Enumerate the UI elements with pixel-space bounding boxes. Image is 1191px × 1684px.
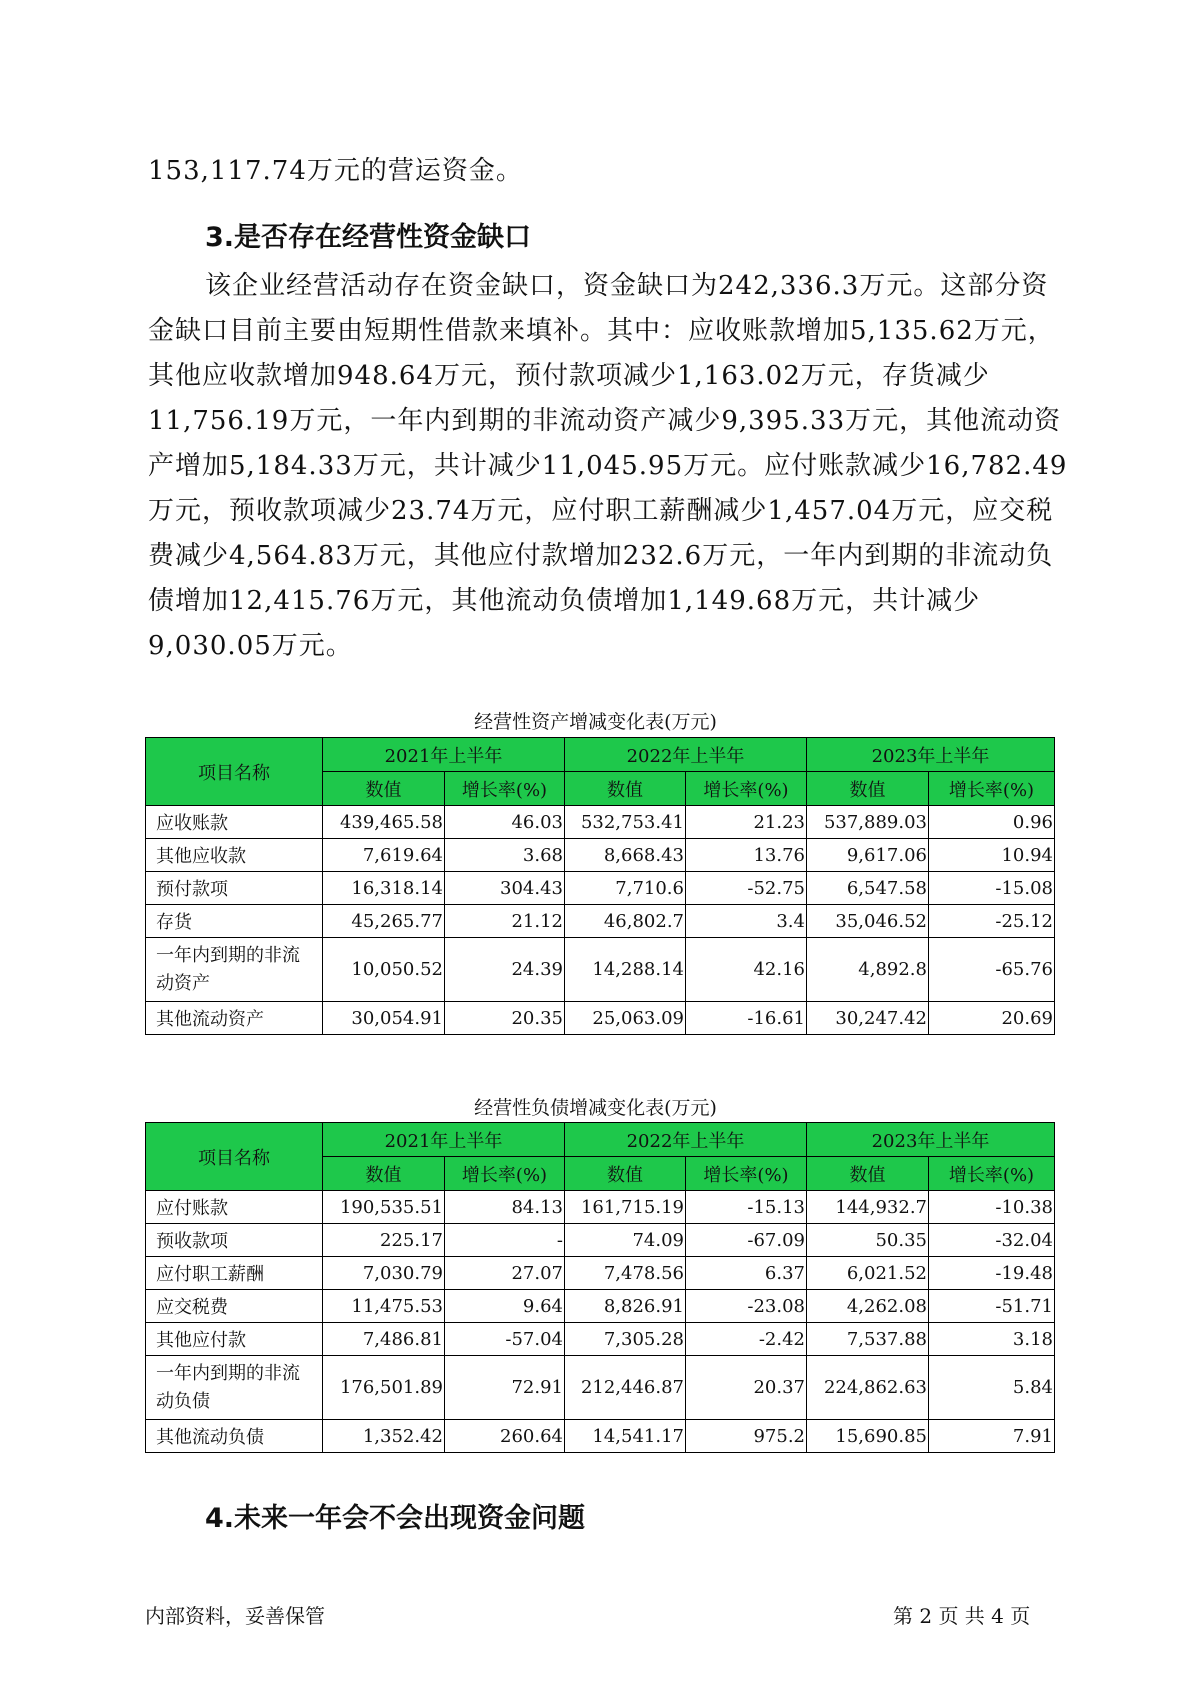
growth-2022: -52.75 (686, 872, 807, 905)
row-name: 预收款项 (146, 1224, 323, 1257)
value-2022: 212,446.87 (565, 1356, 686, 1420)
growth-2022: 6.37 (686, 1257, 807, 1290)
value-2021: 10,050.52 (323, 938, 445, 1002)
footer-page-number: 第 2 页 共 4 页 (893, 1604, 1031, 1628)
row-name (146, 1356, 323, 1420)
header-growth: 增长率(%) (929, 1157, 1055, 1191)
growth-2023: 7.91 (929, 1420, 1055, 1453)
row-name-line: 动资产 (156, 972, 210, 994)
growth-2021: 24.39 (445, 938, 565, 1002)
table-row (146, 938, 1055, 1002)
growth-2021: 46.03 (445, 806, 565, 839)
growth-2021: 72.91 (445, 1356, 565, 1420)
table-row (146, 872, 1055, 905)
section3-paragraph (148, 264, 1068, 669)
value-2022: 25,063.09 (565, 1002, 686, 1035)
growth-2021: 304.43 (445, 872, 565, 905)
paragraph-line: 债增加12,415.76万元，其他流动负债增加1,149.68万元，共计减少 (148, 586, 981, 616)
header-item-name: 项目名称 (146, 1123, 323, 1191)
value-2023: 4,262.08 (807, 1290, 929, 1323)
table-row (146, 806, 1055, 839)
liabilities-table-caption: 经营性负债增减变化表(万元) (474, 1097, 717, 1119)
value-2021: 30,054.91 (323, 1002, 445, 1035)
value-2022: 161,715.19 (565, 1191, 686, 1224)
paragraph-line: 金缺口目前主要由短期性借款来填补。其中：应收账款增加5,135.62万元， (148, 316, 1055, 346)
row-name: 应收账款 (146, 806, 323, 839)
row-name-line: 一年内到期的非流 (156, 1362, 300, 1384)
value-2023: 6,021.52 (807, 1257, 929, 1290)
value-2021: 16,318.14 (323, 872, 445, 905)
header-item-name: 项目名称 (146, 738, 323, 806)
row-name-line: 一年内到期的非流 (156, 944, 300, 966)
table-row (146, 1257, 1055, 1290)
table-row (146, 1290, 1055, 1323)
row-name: 应交税费 (146, 1290, 323, 1323)
growth-2021: 260.64 (445, 1420, 565, 1453)
value-2023: 50.35 (807, 1224, 929, 1257)
table-row (146, 1356, 1055, 1420)
value-2023: 35,046.52 (807, 905, 929, 938)
growth-2023: 20.69 (929, 1002, 1055, 1035)
value-2022: 7,478.56 (565, 1257, 686, 1290)
value-2021: 225.17 (323, 1224, 445, 1257)
growth-2022: 42.16 (686, 938, 807, 1002)
header-growth: 增长率(%) (686, 1157, 807, 1191)
table-row (146, 1323, 1055, 1356)
value-2023: 144,932.7 (807, 1191, 929, 1224)
growth-2021: 27.07 (445, 1257, 565, 1290)
row-name: 预付款项 (146, 872, 323, 905)
table-row (146, 1224, 1055, 1257)
header-growth: 增长率(%) (445, 1157, 565, 1191)
paragraph-line: 11,756.19万元，一年内到期的非流动资产减少9,395.33万元，其他流动资 (148, 406, 1062, 436)
growth-2022: 975.2 (686, 1420, 807, 1453)
row-name: 存货 (146, 905, 323, 938)
growth-2021: -57.04 (445, 1323, 565, 1356)
header-growth: 增长率(%) (686, 772, 807, 806)
value-2022: 8,668.43 (565, 839, 686, 872)
row-name: 应付账款 (146, 1191, 323, 1224)
value-2022: 7,305.28 (565, 1323, 686, 1356)
value-2021: 45,265.77 (323, 905, 445, 938)
growth-2023: 3.18 (929, 1323, 1055, 1356)
value-2021: 7,030.79 (323, 1257, 445, 1290)
header-period-2022: 2022年上半年 (565, 1123, 807, 1157)
value-2022: 74.09 (565, 1224, 686, 1257)
growth-2023: 0.96 (929, 806, 1055, 839)
growth-2022: -2.42 (686, 1323, 807, 1356)
growth-2022: -16.61 (686, 1002, 807, 1035)
value-2023: 6,547.58 (807, 872, 929, 905)
value-2023: 30,247.42 (807, 1002, 929, 1035)
value-2023: 224,862.63 (807, 1356, 929, 1420)
header-period-2023: 2023年上半年 (807, 738, 1055, 772)
growth-2021: 20.35 (445, 1002, 565, 1035)
value-2021: 1,352.42 (323, 1420, 445, 1453)
value-2023: 9,617.06 (807, 839, 929, 872)
section3-heading: 3.是否存在经营性资金缺口 (205, 222, 532, 253)
growth-2023: -15.08 (929, 872, 1055, 905)
row-name-line: 动负债 (156, 1390, 210, 1412)
growth-2022: 20.37 (686, 1356, 807, 1420)
paragraph-line: 该企业经营活动存在资金缺口，资金缺口为242,336.3万元。这部分资 (205, 271, 1049, 301)
row-name: 应付职工薪酬 (146, 1257, 323, 1290)
growth-2022: -67.09 (686, 1224, 807, 1257)
growth-2023: -19.48 (929, 1257, 1055, 1290)
row-name: 其他流动负债 (146, 1420, 323, 1453)
value-2022: 14,541.17 (565, 1420, 686, 1453)
value-2021: 190,535.51 (323, 1191, 445, 1224)
growth-2021: - (445, 1224, 565, 1257)
header-value: 数值 (807, 772, 929, 806)
footer-confidential: 内部资料，妥善保管 (145, 1604, 325, 1628)
table-row (146, 905, 1055, 938)
value-2023: 537,889.03 (807, 806, 929, 839)
growth-2022: 3.4 (686, 905, 807, 938)
growth-2023: -10.38 (929, 1191, 1055, 1224)
value-2021: 7,619.64 (323, 839, 445, 872)
intro-fragment: 153,117.74万元的营运资金。 (148, 156, 523, 186)
header-period-2022: 2022年上半年 (565, 738, 807, 772)
value-2022: 532,753.41 (565, 806, 686, 839)
growth-2023: 10.94 (929, 839, 1055, 872)
growth-2023: 5.84 (929, 1356, 1055, 1420)
liabilities-table (145, 1122, 1055, 1453)
value-2023: 4,892.8 (807, 938, 929, 1002)
growth-2023: -32.04 (929, 1224, 1055, 1257)
header-value: 数值 (565, 772, 686, 806)
paragraph-line: 9,030.05万元。 (148, 631, 353, 661)
header-period-2021: 2021年上半年 (323, 738, 565, 772)
growth-2021: 3.68 (445, 839, 565, 872)
header-value: 数值 (807, 1157, 929, 1191)
table-row (146, 839, 1055, 872)
value-2022: 46,802.7 (565, 905, 686, 938)
header-value: 数值 (323, 1157, 445, 1191)
table-row (146, 1002, 1055, 1035)
paragraph-line: 产增加5,184.33万元，共计减少11,045.95万元。应付账款减少16,782.49 (148, 451, 1068, 481)
row-name: 其他应收款 (146, 839, 323, 872)
header-value: 数值 (323, 772, 445, 806)
row-name: 其他流动资产 (146, 1002, 323, 1035)
header-period-2021: 2021年上半年 (323, 1123, 565, 1157)
row-name: 其他应付款 (146, 1323, 323, 1356)
paragraph-line: 其他应收款增加948.64万元，预付款项减少1,163.02万元，存货减少 (148, 361, 990, 391)
value-2022: 8,826.91 (565, 1290, 686, 1323)
table-row (146, 1191, 1055, 1224)
table-row (146, 1420, 1055, 1453)
growth-2021: 84.13 (445, 1191, 565, 1224)
growth-2022: 21.23 (686, 806, 807, 839)
header-period-2023: 2023年上半年 (807, 1123, 1055, 1157)
growth-2023: -51.71 (929, 1290, 1055, 1323)
header-value: 数值 (565, 1157, 686, 1191)
assets-table-caption: 经营性资产增减变化表(万元) (474, 711, 717, 733)
value-2022: 7,710.6 (565, 872, 686, 905)
header-growth: 增长率(%) (445, 772, 565, 806)
paragraph-line: 万元，预收款项减少23.74万元，应付职工薪酬减少1,457.04万元，应交税 (148, 496, 1054, 526)
value-2023: 15,690.85 (807, 1420, 929, 1453)
row-name (146, 938, 323, 1002)
growth-2021: 9.64 (445, 1290, 565, 1323)
value-2023: 7,537.88 (807, 1323, 929, 1356)
growth-2021: 21.12 (445, 905, 565, 938)
growth-2023: -65.76 (929, 938, 1055, 1002)
growth-2022: 13.76 (686, 839, 807, 872)
value-2021: 439,465.58 (323, 806, 445, 839)
paragraph-line: 费减少4,564.83万元，其他应付款增加232.6万元，一年内到期的非流动负 (148, 541, 1054, 571)
value-2022: 14,288.14 (565, 938, 686, 1002)
growth-2022: -15.13 (686, 1191, 807, 1224)
assets-table (145, 737, 1055, 1035)
growth-2022: -23.08 (686, 1290, 807, 1323)
value-2021: 7,486.81 (323, 1323, 445, 1356)
value-2021: 11,475.53 (323, 1290, 445, 1323)
section4-heading: 4.未来一年会不会出现资金问题 (205, 1503, 586, 1534)
value-2021: 176,501.89 (323, 1356, 445, 1420)
growth-2023: -25.12 (929, 905, 1055, 938)
header-growth: 增长率(%) (929, 772, 1055, 806)
